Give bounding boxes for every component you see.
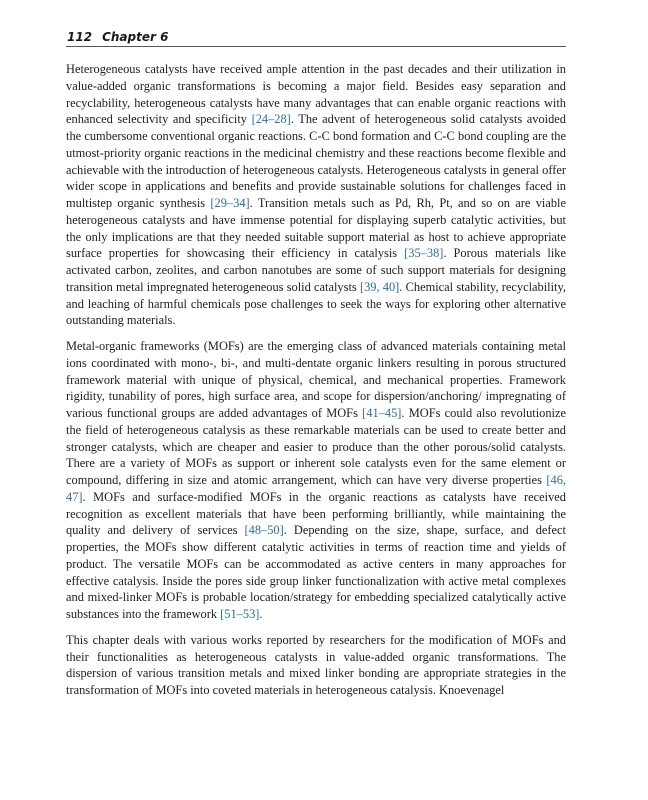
paragraph-text: . The advent of heterogeneous solid catalysts avoided the cumbersome conventional organic reactions. C-C bond formation and C-C bond coupling are the utmost-priority organic reactions in the medicinal chemistry and these reactions become flexible and achievable with the introduction of heterogeneous catalysts. Heterogeneous catalysts in general offer wider scope in applications and benefits and provide sustainable solutions for challenges faced in multistep organic synthesis (66, 112, 566, 210)
paragraph-text: . MOFs could also revolutionize the field of heterogeneous catalysis as these remarkable materials can be used to create better and stronger catalysts, which are cheaper and easier to produce than the other porous/solid catalysts. There are a variety of MOFs as support or inherent sole catalysts even for the same element or compound, differing in size and atomic arrangement, which can have very diverse properties (66, 406, 566, 487)
citation-link[interactable]: [24–28] (251, 112, 291, 127)
paragraph (66, 61, 566, 329)
page-number: 112 (67, 30, 93, 44)
paragraph (66, 632, 566, 699)
citation-link[interactable]: [29–34] (210, 196, 250, 210)
chapter-title: Chapter 6 (102, 30, 169, 44)
paragraph-text: Metal-organic frameworks (MOFs) are the emerging class of advanced materials containing metal ions coordinated with mono-, bi-, and multi-dentate organic linkers resulting in porous structured framework material with unique of physical, chemical, and mechanical properties. Framework rigidity, tunability of pores, high surface area, and scope for dispersion/anchoring/ impregnating of various functional groups are added advantages of MOFs (66, 339, 566, 420)
paragraph-text: . MOFs and surface-modified MOFs in the organic reactions as catalysts have received recognition as excellent materials that have been performing brilliantly, while maintaining the quality and delivery of services (66, 489, 566, 538)
paragraph-text: . Transition metals such as Pd, Rh, Pt, and so on are viable heterogeneous catalysts and have immense potential for displaying superb catalytic activities, but the only implications are that they needed suitable support material as host to achieve appropriate surface properties for showcasing their efficiency in catalysis (66, 196, 566, 261)
paragraph (66, 338, 566, 623)
paragraph-text: This chapter deals with various works reported by researchers for the modification of MOFs and their functionalities as heterogeneous catalysts in value-added organic transformations. The dispersion of various transition metals and mixed linker bonding are appropriate strategies in the transformation of MOFs into coveted materials in heterogeneous catalysis. Knoevenagel (66, 632, 566, 697)
citation-link[interactable]: [51–53] (220, 607, 260, 621)
paragraph-text: . (259, 607, 263, 621)
paragraph-text: . Porous materials like activated carbon, zeolites, and carbon nanotubes are some of such support materials for designing transition metal impregnated heterogeneous solid catalysts (66, 246, 567, 294)
paragraph-text: Heterogeneous catalysts have received ample attention in the past decades and their utilization in value-added organic transformations is becoming a major field. Besides easy separation and recyclability, heterogeneous catalysts have many advantages that can enable organic reactions with enhanced selectivity and specificity (66, 62, 566, 127)
citation-link[interactable]: [35–38] (404, 246, 444, 261)
citation-link[interactable]: [48–50] (244, 523, 284, 538)
running-header (66, 28, 566, 47)
paragraph-text: . Depending on the size, shape, surface, and defect properties, the MOFs show different catalytic activities in terms of reaction time and yields of product. The versatile MOFs can be accommodated as active centers in many approaches for effective catalysis. Inside the pores side group linker functionalization with active metal complexes and mixed-linker MOFs is probable location/strategy for embedding specialized catalytically active substances into the framework (66, 523, 566, 621)
book-page (66, 28, 566, 708)
citation-link[interactable]: [41–45] (362, 406, 402, 420)
paragraph-text: . Chemical stability, recyclability, and leaching of harmful chemicals pose challenges to seek the ways for exploring other alternative outstanding materials. (66, 279, 566, 328)
body-text (66, 61, 566, 699)
citation-link[interactable]: [46, 47] (66, 473, 566, 504)
citation-link[interactable]: [39, 40] (359, 279, 400, 294)
